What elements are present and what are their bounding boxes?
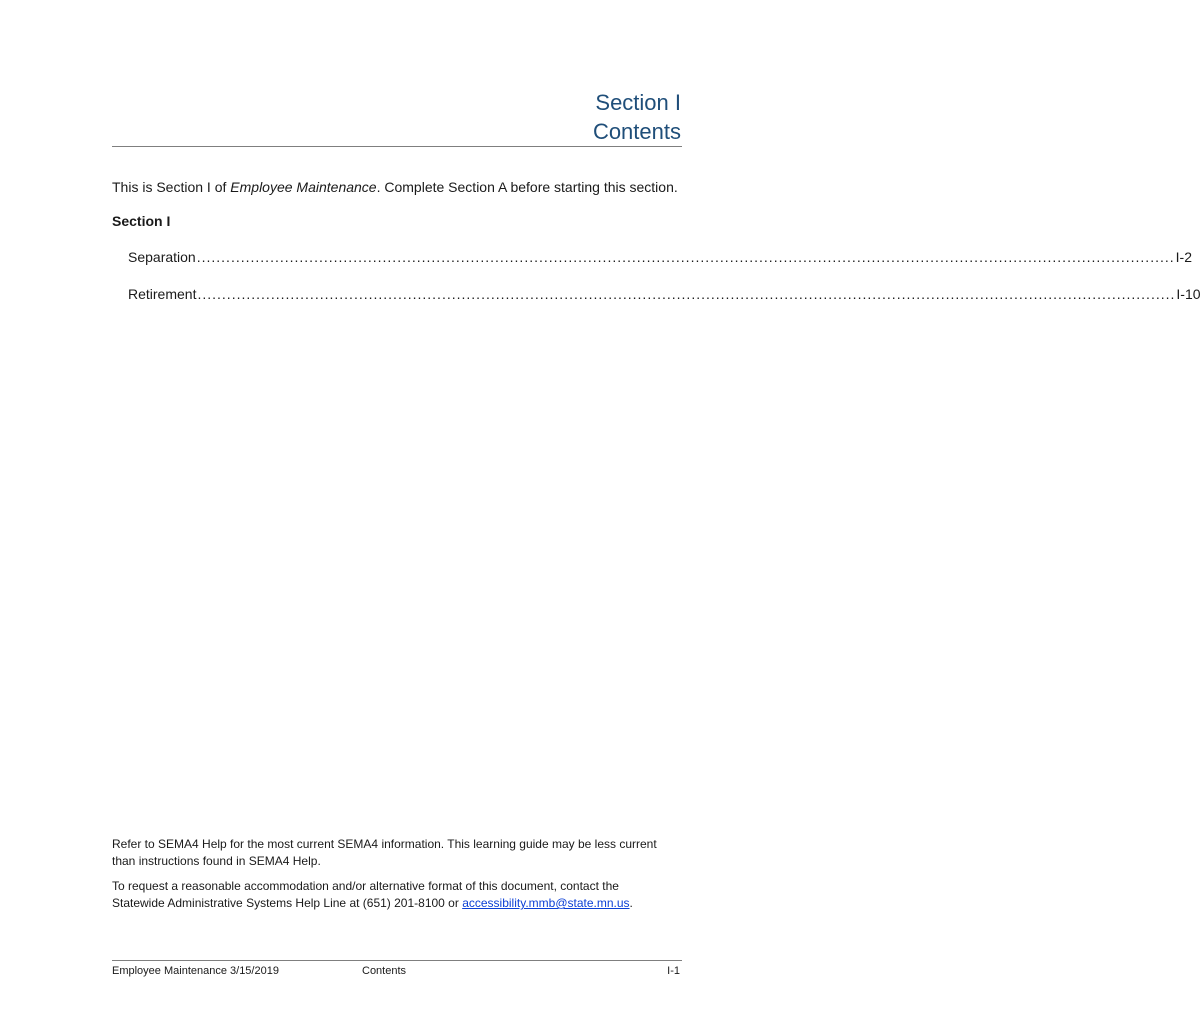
toc-entry-page: I-2	[1175, 249, 1192, 265]
footer-section: Contents	[362, 965, 407, 977]
toc-leader-dots: ........................................................................................................................................................................................................	[197, 286, 1176, 302]
section-subtitle: Contents	[592, 119, 681, 144]
help-notice: Refer to SEMA4 Help for the most current SEMA4 information. This learning guide may be less current than instructions found in SEMA4 Help.	[112, 837, 657, 868]
footer-page-number: I-1	[667, 965, 680, 977]
toc-entry-label: Retirement	[128, 286, 197, 302]
toc-entry-page: I-10	[1176, 286, 1201, 302]
footer-divider	[112, 960, 682, 961]
toc-entry-separation[interactable]	[128, 248, 1192, 266]
accommodation-text: To request a reasonable accommodation and/or alternative format of this document, contact the Statewide Administrative Systems Help Line at (651) 201-8100 or	[112, 879, 619, 910]
toc-leader-dots: ........................................................................................................................................................................................................	[196, 249, 1175, 265]
intro-emphasis: Employee Maintenance	[230, 179, 377, 195]
section-heading	[593, 88, 681, 146]
toc-heading: Section I	[112, 213, 171, 229]
toc-entry-label: Separation	[128, 249, 196, 265]
intro-suffix: . Complete Section A before starting this section.	[376, 179, 678, 195]
accommodation-notice	[112, 878, 672, 912]
heading-divider	[112, 146, 682, 147]
accessibility-email-link[interactable]: accessibility.mmb@state.mn.us	[462, 896, 630, 910]
toc-entry-retirement[interactable]	[128, 285, 1201, 303]
footer-doc-title: Employee Maintenance 3/15/2019	[112, 965, 279, 977]
accommodation-suffix: .	[629, 896, 633, 910]
intro-paragraph	[112, 178, 692, 196]
section-title: Section I	[595, 90, 681, 115]
intro-prefix: This is Section I of	[112, 179, 231, 195]
